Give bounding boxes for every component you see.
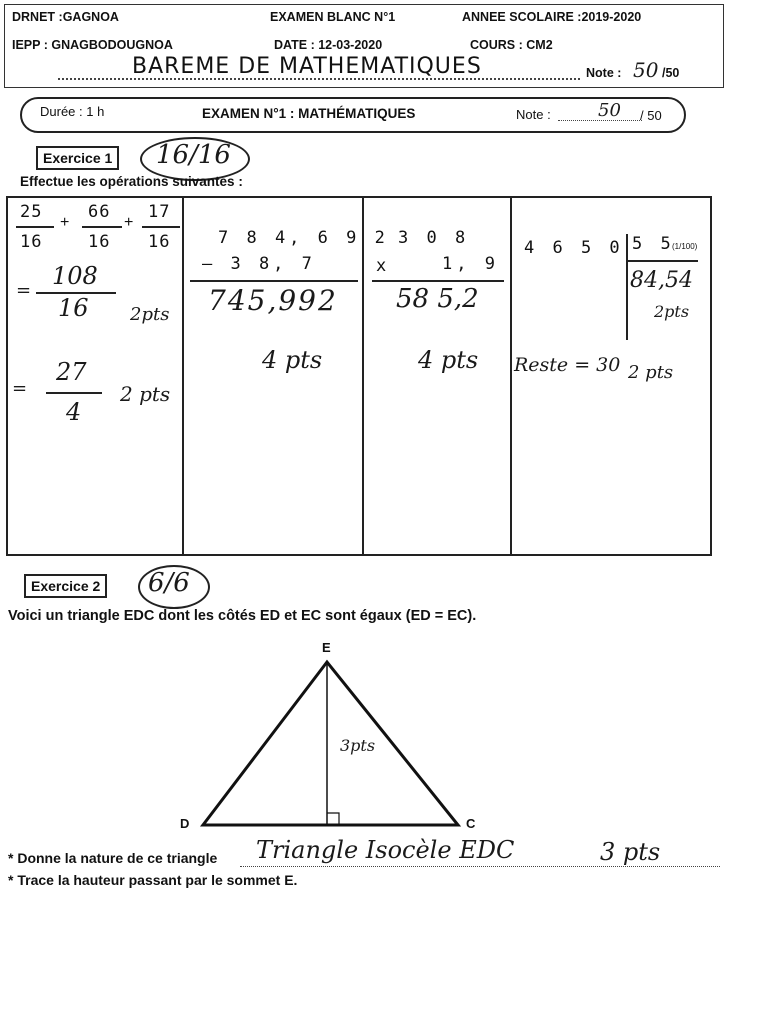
r1-pts: 2pts xyxy=(130,304,170,325)
triangle-edc xyxy=(203,662,458,825)
r2-pts: 2 pts xyxy=(120,382,171,406)
div-reste: Reste = 30 xyxy=(514,354,621,376)
iepp: IEPP : GNAGBODOUGNOA xyxy=(12,38,173,52)
height-pts: 3pts xyxy=(340,736,376,755)
mul-b: 1, 9 xyxy=(442,254,499,274)
f3-den: 16 xyxy=(148,232,171,252)
f3-num: 17 xyxy=(148,202,171,222)
exam-note-value: 50 xyxy=(598,100,621,121)
header-note-label: Note : xyxy=(586,66,622,80)
r2-den: 4 xyxy=(66,398,82,426)
vertex-c: C xyxy=(466,816,476,831)
mul-op: x xyxy=(376,256,391,276)
examen-blanc: EXAMEN BLANC N°1 xyxy=(270,10,396,24)
f1-den: 16 xyxy=(20,232,43,252)
exercice1-instruction: Effectue les opérations suivantes : xyxy=(20,174,243,189)
exam-note-total: / 50 xyxy=(640,108,662,123)
div-q-pts: 2pts xyxy=(654,302,690,321)
exercice1-score: 16/16 xyxy=(156,140,231,170)
drnet: DRNET :GAGNOA xyxy=(12,10,119,24)
sub-b: – 3 8, 7 xyxy=(202,254,316,274)
exercice2-score: 6/6 xyxy=(148,568,190,598)
div-note: (1/100) xyxy=(672,242,698,251)
exam-title: EXAMEN N°1 : MATHÉMATIQUES xyxy=(202,106,416,121)
mul-a: 3 0 8 xyxy=(398,228,470,248)
annee-scolaire: ANNEE SCOLAIRE :2019-2020 xyxy=(462,10,642,24)
answer-1-pts: 3 pts xyxy=(600,838,661,866)
f2-num: 66 xyxy=(88,202,111,222)
exercice2-text: Voici un triangle EDC dont les côtés ED et EC sont égaux (ED = EC). xyxy=(8,608,477,624)
exercice2-label: Exercice 2 xyxy=(24,574,107,598)
div-quotient: 84,54 xyxy=(630,268,693,293)
sub-result: 745,992 xyxy=(208,284,338,317)
duree: Durée : 1 h xyxy=(40,104,105,119)
r1-eq: = xyxy=(16,280,32,301)
sub-a: 7 8 4, 6 9 2 xyxy=(218,228,389,248)
answer-1: Triangle Isocèle EDC xyxy=(256,836,515,864)
f2-den: 16 xyxy=(88,232,111,252)
vertex-d: D xyxy=(180,816,190,831)
f1-num: 25 xyxy=(20,202,43,222)
div-dividend: 4 6 5 0 xyxy=(524,238,624,258)
div-r-pts: 2 pts xyxy=(628,362,674,383)
vertex-e: E xyxy=(322,640,331,655)
exam-note-label: Note : xyxy=(516,107,551,122)
mul-result: 58 5,2 xyxy=(396,284,479,314)
div-divisor: 5 5 xyxy=(632,234,675,254)
question-2: * Trace la hauteur passant par le sommet E. xyxy=(8,872,298,888)
r2-num: 27 xyxy=(56,358,87,386)
header-note-value: 50 xyxy=(633,58,659,82)
sub-pts: 4 pts xyxy=(262,346,323,374)
exam-date: DATE : 12-03-2020 xyxy=(274,38,383,52)
question-1: * Donne la nature de ce triangle xyxy=(8,850,218,866)
exercice1-label: Exercice 1 xyxy=(36,146,119,170)
r2-eq: = xyxy=(12,378,28,399)
r1-den: 16 xyxy=(58,294,89,322)
header-note-total: /50 xyxy=(662,66,680,80)
right-angle-mark xyxy=(327,813,339,825)
plus-2: + xyxy=(124,214,134,231)
plus-1: + xyxy=(60,214,70,231)
cours: COURS : CM2 xyxy=(470,38,553,52)
r1-num: 108 xyxy=(52,262,98,290)
mul-pts: 4 pts xyxy=(418,346,479,374)
bareme-title: BAREME DE MATHEMATIQUES xyxy=(132,54,482,79)
